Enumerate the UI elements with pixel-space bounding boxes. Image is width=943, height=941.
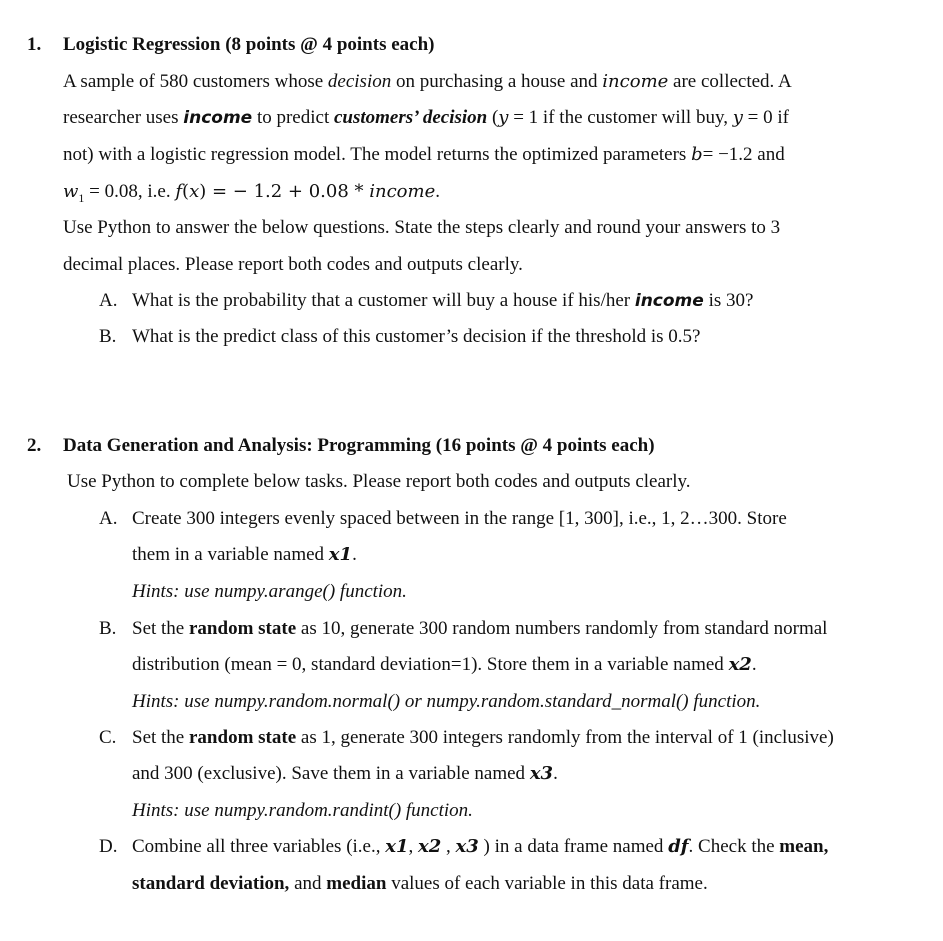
q1-title: Logistic Regression (8 points @ 4 points each) xyxy=(63,34,435,55)
q2-title: Data Generation and Analysis: Programming (16 points @ 4 points each) xyxy=(63,435,655,456)
q1-paragraph-line-5: Use Python to answer the below questions. State the steps clearly and round your answers to 3 xyxy=(63,217,781,238)
q1-paragraph-line-3: not) with a logistic regression model. The model returns the optimized parameters b= −1.2 and xyxy=(63,144,785,165)
q1-paragraph-line-2: researcher uses income to predict customers’ decision (y = 1 if the customer will buy, y = 0 if xyxy=(63,107,789,128)
q1-item-a-text: What is the probability that a customer will buy a house if his/her income is 30? xyxy=(132,290,754,311)
q2-item-c-hint: Hints: use numpy.random.randint() function. xyxy=(132,800,473,821)
q1-item-b-text: What is the predict class of this customer’s decision if the threshold is 0.5? xyxy=(132,326,701,347)
q2-item-c-label: C. xyxy=(99,727,117,748)
q2-item-a-hint: Hints: use numpy.arange() function. xyxy=(132,581,407,602)
q2-item-d-line-2: standard deviation, and median values of each variable in this data frame. xyxy=(132,873,708,894)
q1-paragraph-line-6: decimal places. Please report both codes and outputs clearly. xyxy=(63,254,523,275)
q2-item-c-line-1: Set the random state as 1, generate 300 integers randomly from the interval of 1 (inclusive) xyxy=(132,727,834,748)
q1-paragraph-line-1: A sample of 580 customers whose decision on purchasing a house and income are collected. A xyxy=(63,71,792,92)
q2-item-a-label: A. xyxy=(99,508,118,529)
q2-item-b-hint: Hints: use numpy.random.normal() or numpy.random.standard_normal() function. xyxy=(132,691,761,712)
q2-item-d-line-1: Combine all three variables (i.e., x1, x2 , x3 ) in a data frame named df. Check the mean, xyxy=(132,836,829,857)
q2-intro: Use Python to complete below tasks. Please report both codes and outputs clearly. xyxy=(67,471,691,492)
q1-item-b-label: B. xyxy=(99,326,117,347)
q2-item-b-label: B. xyxy=(99,618,117,639)
q2-item-a-line-1: Create 300 integers evenly spaced between in the range [1, 300], i.e., 1, 2…300. Store xyxy=(132,508,787,529)
q1-number: 1. xyxy=(27,34,42,55)
q2-item-a-line-2: them in a variable named x1. xyxy=(132,544,357,565)
q1-item-a-label: A. xyxy=(99,290,118,311)
q2-item-b-line-2: distribution (mean = 0, standard deviation=1). Store them in a variable named x2. xyxy=(132,654,757,675)
q2-item-c-line-2: and 300 (exclusive). Save them in a variable named x3. xyxy=(132,763,558,784)
q2-number: 2. xyxy=(27,435,42,456)
q2-item-d-label: D. xyxy=(99,836,118,857)
q2-item-b-line-1: Set the random state as 10, generate 300 random numbers randomly from standard normal xyxy=(132,618,828,639)
q1-paragraph-line-4: $w_1 = 0.08$, i.e. f(x) = − 1.2 + 0.08 * income. xyxy=(63,181,440,205)
